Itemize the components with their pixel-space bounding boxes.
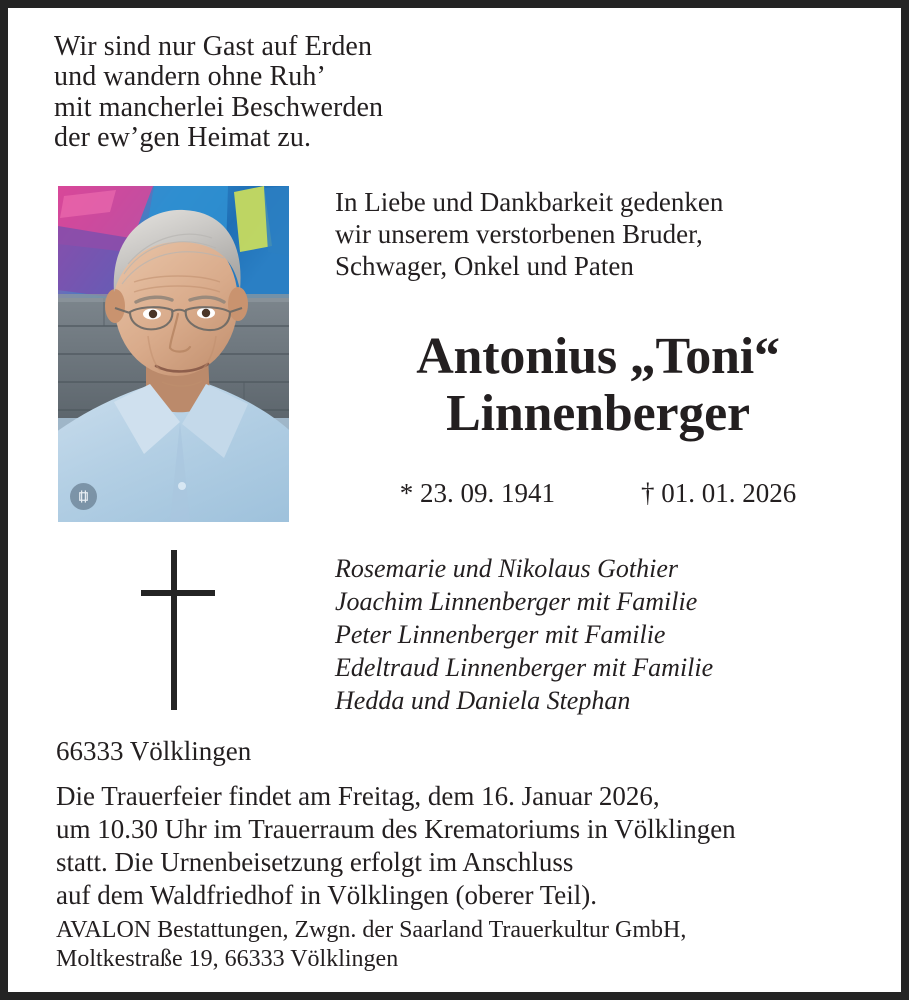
ceremony-line: auf dem Waldfriedhof in Völklingen (oberer Teil). [56,879,598,910]
funeral-home-line: Moltkestraße 19, 66333 Völklingen [56,945,399,972]
dedication-line: Schwager, Onkel und Paten [335,250,634,281]
survivor-line: Hedda und Daniela Stephan [335,685,631,715]
life-dates [328,478,868,509]
verse-line: der ew’gen Heimat zu. [54,122,312,154]
verse-line: Wir sind nur Gast auf Erden [54,31,373,62]
photo-watermark-icon [70,483,97,510]
watermark-glyph [76,489,91,504]
funeral-home-info [56,916,876,974]
cross-vertical-bar [171,550,177,710]
cross-horizontal-bar [141,590,215,596]
survivor-line: Peter Linnenberger mit Familie [335,619,666,649]
funeral-home-line: AVALON Bestattungen, Zwgn. der Saarland Trauerkultur GmbH, [56,917,687,943]
christian-cross-icon [141,550,215,710]
birth-date: * 23. 09. 1941 [399,478,555,508]
dedication-line: wir unserem verstorbenen Bruder, [335,218,703,249]
survivor-line: Edeltraud Linnenberger mit Familie [335,652,714,682]
portrait-illustration [58,186,289,522]
deceased-portrait-photo [58,186,289,522]
city-line: 66333 Völklingen [56,736,252,766]
ceremony-line: statt. Die Urnenbeisetzung erfolgt im Anschluss [56,846,574,877]
deceased-name-first: Antonius „Toni“ [416,328,780,385]
survivor-line: Joachim Linnenberger mit Familie [335,586,698,616]
survivor-line: Rosemarie und Nikolaus Gothier [335,554,679,583]
survivors-list [335,553,880,717]
verse-line: mit mancherlei Beschwerden [54,91,384,123]
deceased-name-last: Linnenberger [446,385,750,443]
ceremony-details [56,780,876,912]
memorial-verse [54,32,574,154]
death-date: † 01. 01. 2026 [641,478,797,508]
verse-line: und wandern ohne Ruh’ [54,61,326,93]
notice-inner [8,8,901,992]
dedication-line: In Liebe und Dankbarkeit gedenken [335,187,724,217]
ceremony-line: Die Trauerfeier findet am Freitag, dem 16. Januar 2026, [56,781,660,811]
deceased-name [318,328,878,442]
ceremony-line: um 10.30 Uhr im Trauerraum des Krematoriums in Völklingen [56,813,736,844]
dedication-text [335,187,880,283]
